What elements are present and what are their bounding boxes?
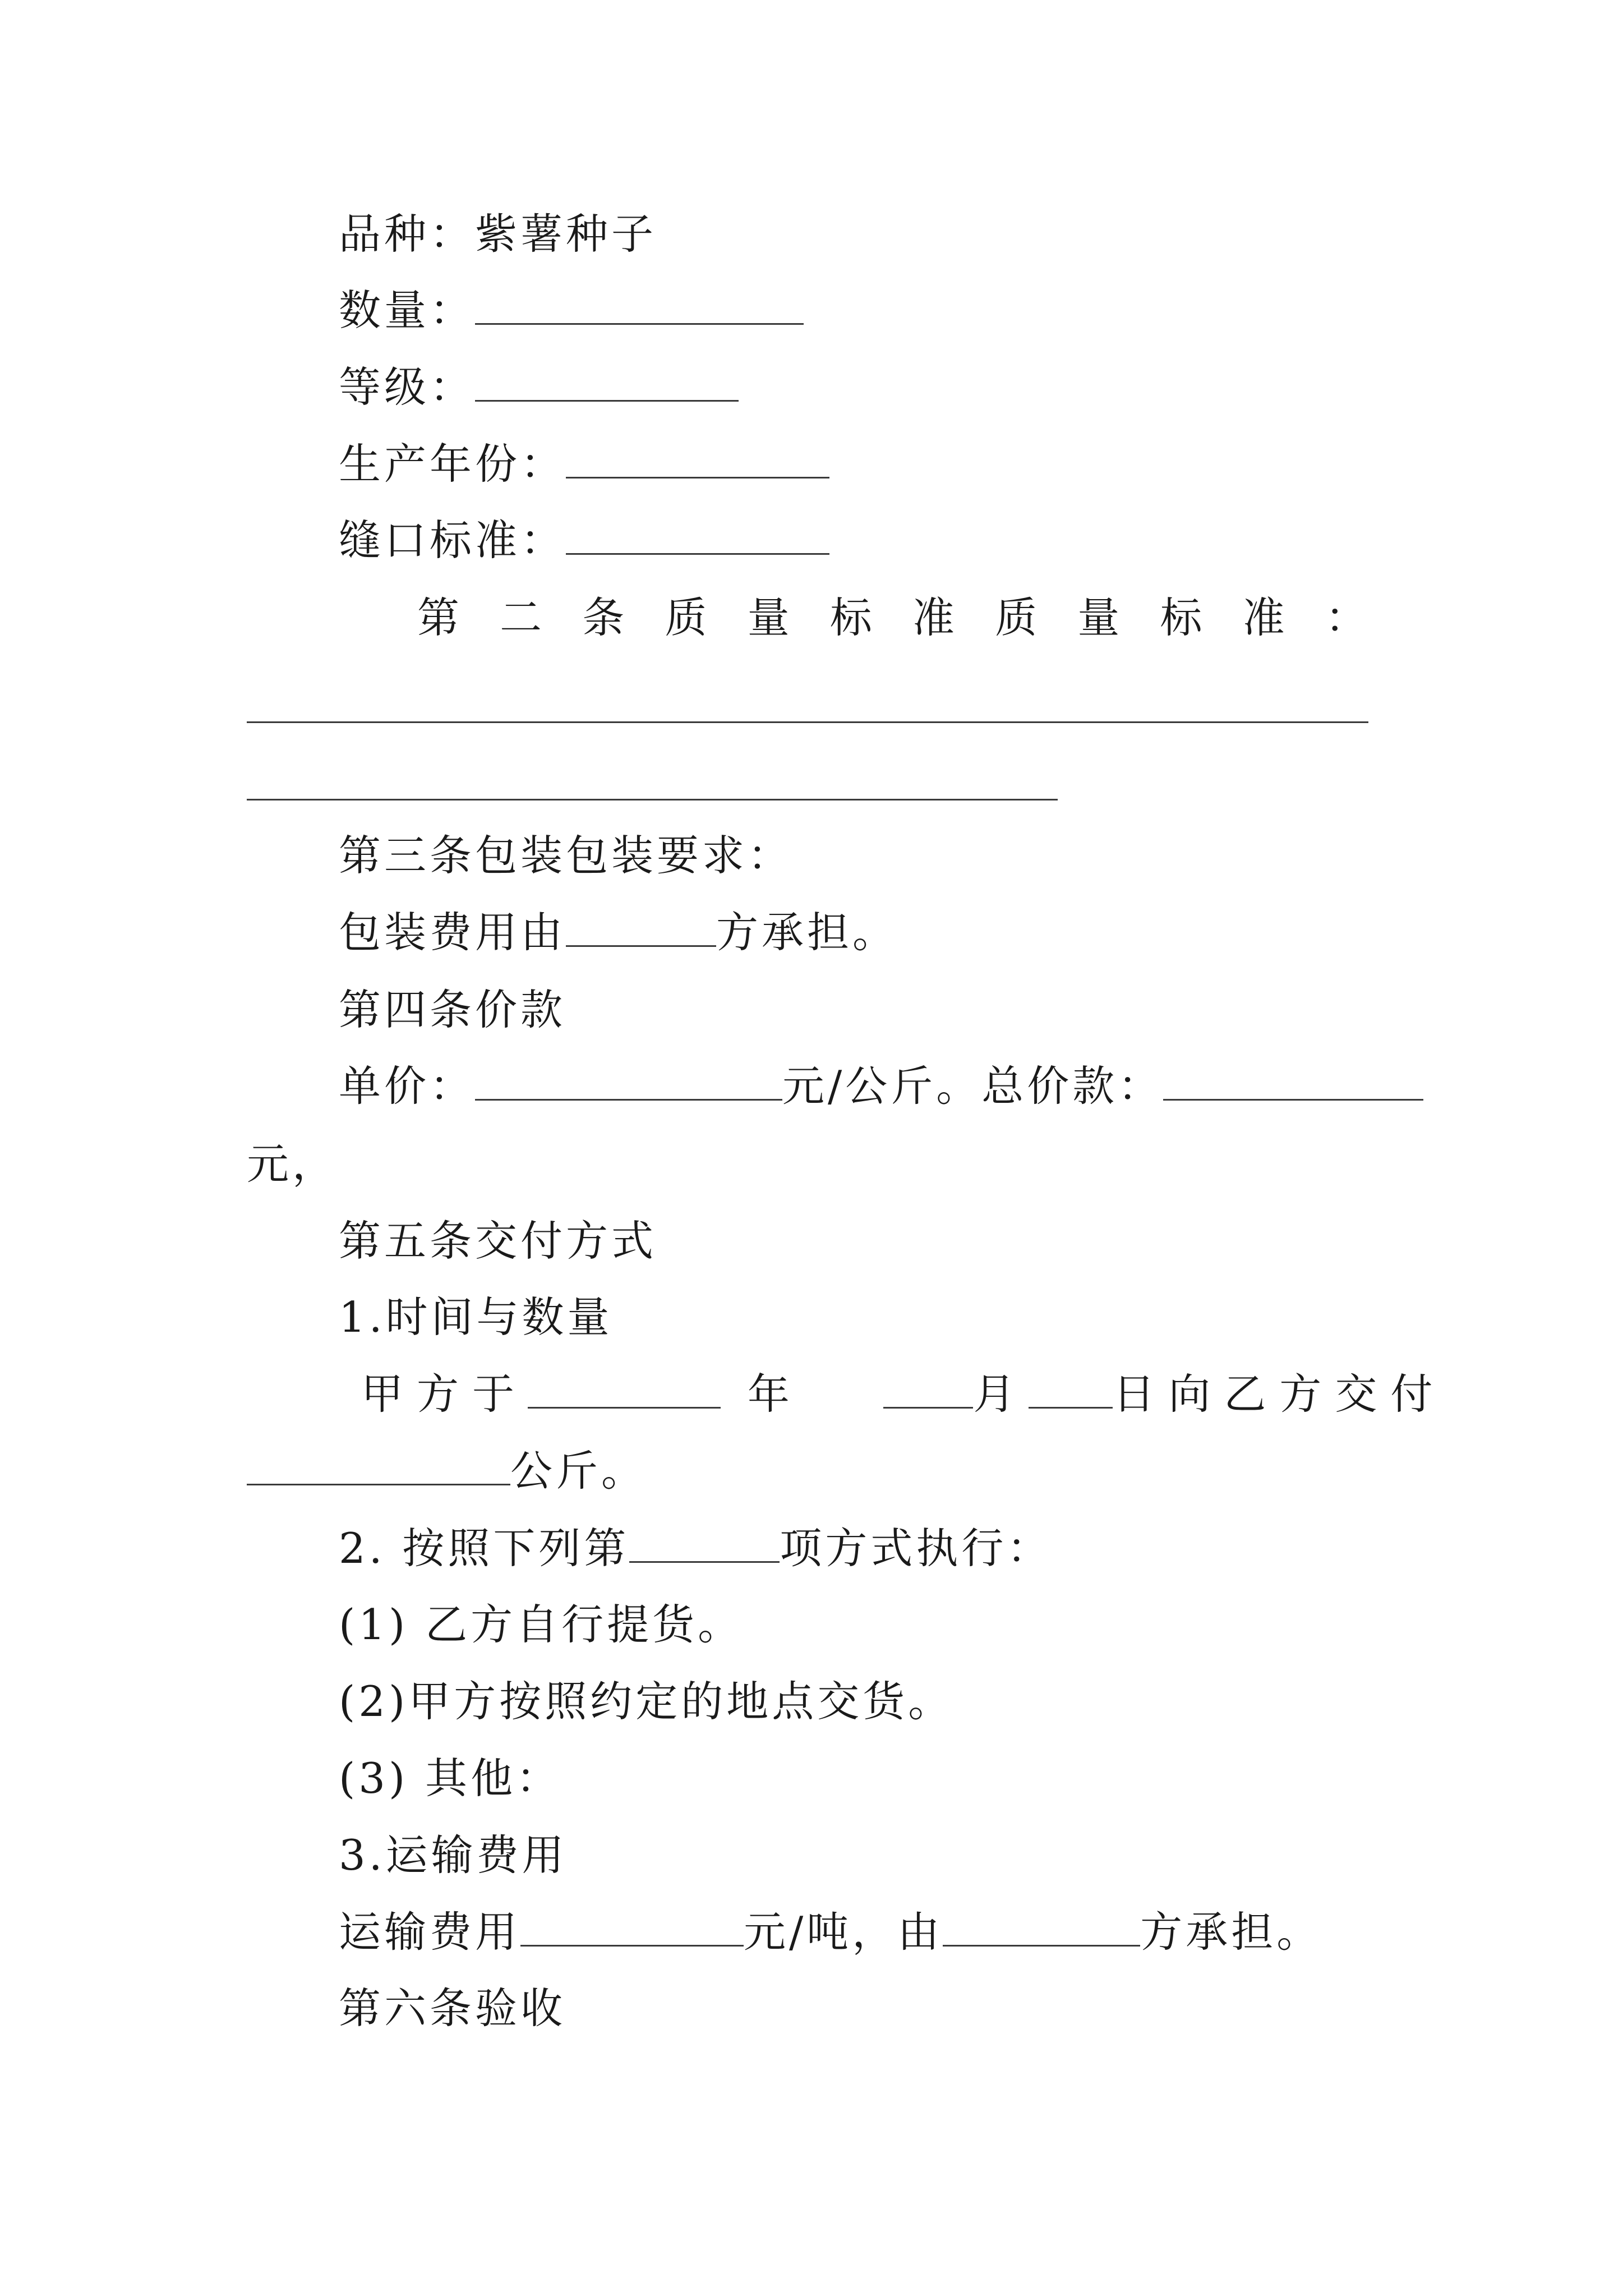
option-3: (3) 其他： [339, 1754, 562, 1803]
sewing-standard-label: 缝口标准： [339, 516, 566, 565]
article2-char: 质 [995, 593, 1038, 642]
article2-char: 标 [829, 593, 872, 642]
sewing-standard-blank[interactable] [566, 518, 829, 555]
delivery-amount-line [247, 1446, 647, 1496]
packaging-cost-blank[interactable] [566, 910, 716, 947]
transport-suffix: 方承担。 [1140, 1907, 1322, 1957]
unit-price-blank[interactable] [475, 1064, 782, 1101]
item2-suffix: 项方式执行： [780, 1524, 1053, 1573]
quality-standard-blank-1[interactable] [247, 721, 1368, 723]
quality-standard-blank-2[interactable] [247, 799, 1058, 800]
transport-prefix: 运输费用 [339, 1907, 521, 1957]
delivery-day-blank[interactable] [1029, 1372, 1113, 1409]
delivery-year-blank[interactable] [528, 1372, 721, 1409]
delivery-line [361, 1369, 1446, 1419]
article2-char: 量 [1077, 593, 1120, 642]
delivery-unit: 公斤。 [510, 1446, 647, 1496]
grade-line [339, 362, 739, 412]
article2-char: ： [1325, 593, 1367, 642]
article2-char: 准 [1242, 593, 1285, 642]
transport-line [339, 1907, 1322, 1957]
article2-char: 条 [582, 593, 625, 642]
delivery-part-4: 日向乙方交付 [1113, 1369, 1446, 1419]
unit-price-label: 单价： [339, 1061, 476, 1111]
article6-title: 第六条验收 [339, 1984, 566, 2033]
item3-title: 3.运输费用 [339, 1830, 568, 1880]
article2-char: 第 [417, 593, 460, 642]
delivery-month-blank[interactable] [883, 1372, 973, 1409]
unit-price-unit: 元/公斤。总价款： [782, 1061, 1164, 1111]
delivery-amount-blank[interactable] [247, 1449, 510, 1485]
article2-char: 标 [1160, 593, 1202, 642]
production-year-blank[interactable] [566, 442, 829, 478]
delivery-part-2: 年 [747, 1369, 803, 1419]
item2-blank[interactable] [629, 1526, 780, 1563]
delivery-part-1: 甲方于 [361, 1369, 528, 1419]
item1-title: 1.时间与数量 [339, 1292, 613, 1342]
article4-title: 第四条价款 [339, 985, 566, 1034]
transport-mid: 元/吨，由 [744, 1907, 943, 1957]
delivery-part-3: 月 [973, 1369, 1029, 1419]
packaging-cost-suffix: 方承担。 [716, 908, 898, 957]
article2-char: 准 [912, 593, 955, 642]
sewing-standard-line [339, 515, 829, 565]
quantity-line [339, 285, 804, 335]
production-year-line [339, 439, 829, 489]
quantity-label: 数量： [339, 286, 476, 335]
grade-label: 等级： [339, 362, 476, 412]
article5-title: 第五条交付方式 [339, 1216, 657, 1266]
article2-char: 二 [500, 593, 542, 642]
total-unit: 元， [247, 1139, 338, 1189]
option-2: (2)甲方按照约定的地点交货。 [339, 1677, 954, 1726]
packaging-cost-line [339, 907, 898, 958]
grade-blank[interactable] [475, 365, 739, 402]
article2-heading [417, 592, 1367, 643]
article2-char: 量 [747, 593, 790, 642]
article3-title: 第三条包装包装要求： [339, 831, 794, 880]
variety-value: 紫薯种子 [475, 209, 657, 259]
article2-char: 质 [665, 593, 707, 642]
quantity-blank[interactable] [475, 288, 804, 325]
total-price-blank[interactable] [1163, 1064, 1423, 1101]
option-1: (1) 乙方自行提货。 [339, 1600, 744, 1649]
transport-party-blank[interactable] [943, 1910, 1140, 1947]
item2-prefix: 2. 按照下列第 [339, 1524, 630, 1573]
price-line [339, 1061, 1423, 1111]
transport-price-blank[interactable] [520, 1910, 744, 1947]
variety-label: 品种： [339, 209, 476, 259]
packaging-cost-prefix: 包装费用由 [339, 908, 566, 957]
production-year-label: 生产年份： [339, 439, 566, 489]
variety-line [339, 209, 657, 259]
item2-line [339, 1523, 1052, 1573]
